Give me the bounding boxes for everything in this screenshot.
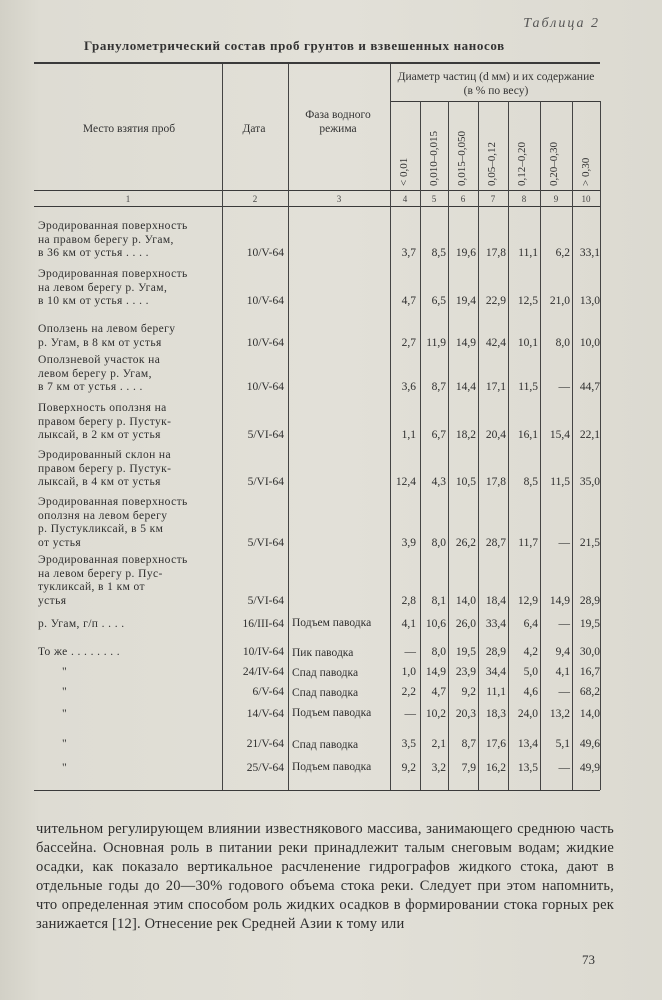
value-cell: 11,1 <box>486 686 506 698</box>
value-cell: 44,7 <box>579 381 600 393</box>
value-cell: 5,1 <box>555 738 570 750</box>
place-cell: р. Угам, в 8 км от устья <box>38 336 162 349</box>
phase-cell: Пик паводка <box>292 647 354 659</box>
value-cell: — <box>558 618 570 630</box>
column-divider <box>508 101 509 790</box>
value-cell: 33,1 <box>579 247 600 259</box>
value-cell: 42,4 <box>485 336 506 349</box>
column-divider <box>600 101 601 790</box>
table-bottom-rule <box>34 790 600 791</box>
column-divider <box>478 101 479 790</box>
value-cell: 2,2 <box>401 686 416 698</box>
table-label: Таблица 2 <box>523 16 600 31</box>
value-cell: 2,1 <box>431 738 446 750</box>
date-cell: 5/VI-64 <box>247 536 284 549</box>
header-fraction: 0,015–0,050 <box>456 131 468 186</box>
value-cell: 12,5 <box>517 295 538 307</box>
value-cell: 6,2 <box>555 247 570 259</box>
value-cell: 13,5 <box>517 762 538 774</box>
place-cell: на левом берегу р. Угам, <box>38 281 168 294</box>
column-number: 4 <box>402 194 408 204</box>
value-cell: 10,0 <box>579 336 600 349</box>
place-cell: в 36 км от устья . . . . <box>38 247 149 259</box>
value-cell: 28,9 <box>485 646 506 658</box>
value-cell: 14,9 <box>425 666 446 678</box>
value-cell: 20,4 <box>485 429 506 441</box>
value-cell: 34,4 <box>485 666 506 678</box>
value-cell: 8,7 <box>431 381 446 393</box>
place-cell: в 10 км от устья . . . . <box>38 295 149 307</box>
header-place: Место взятия проб <box>82 123 176 135</box>
header-fraction: < 0,01 <box>398 157 410 186</box>
value-cell: 8,0 <box>555 336 570 349</box>
value-cell: 17,6 <box>485 738 506 750</box>
value-cell: 4,7 <box>431 686 446 698</box>
value-cell: 4,7 <box>401 295 416 307</box>
value-cell: 49,6 <box>579 738 600 750</box>
date-cell: 10/V-64 <box>246 247 284 259</box>
column-number: 8 <box>521 194 527 204</box>
value-cell: 18,4 <box>485 594 506 607</box>
phase-cell: Подъем паводка <box>292 707 372 719</box>
value-cell: 2,7 <box>401 336 416 349</box>
value-cell: 14,0 <box>579 708 600 720</box>
value-cell: 16,2 <box>485 762 506 774</box>
value-cell: 2,8 <box>401 594 416 607</box>
value-cell: — <box>404 646 416 658</box>
place-cell: Оползневой участок на <box>38 354 161 366</box>
value-cell: 26,0 <box>455 618 476 630</box>
phase-cell: Спад паводка <box>292 739 359 751</box>
header-fraction: > 0,30 <box>580 157 592 186</box>
phase-cell: Спад паводка <box>292 667 359 679</box>
value-cell: 8,0 <box>431 536 446 549</box>
place-cell: на правом берегу р. Угам, <box>38 233 174 246</box>
header-fraction: 0,010–0,015 <box>428 131 440 186</box>
value-cell: 20,3 <box>455 708 476 720</box>
column-divider <box>222 64 223 790</box>
value-cell: 19,5 <box>579 618 600 630</box>
value-cell: 28,7 <box>485 536 506 549</box>
value-cell: 8,0 <box>431 646 446 658</box>
value-cell: 11,1 <box>518 247 538 259</box>
value-cell: 19,6 <box>455 247 476 259</box>
value-cell: 10,1 <box>517 336 538 349</box>
column-divider <box>390 64 391 790</box>
place-cell: " <box>62 666 68 678</box>
column-number: 7 <box>490 194 496 204</box>
value-cell: 11,7 <box>518 536 538 549</box>
value-cell: 14,9 <box>549 594 570 607</box>
value-cell: 30,0 <box>579 646 600 658</box>
date-cell: 14/V-64 <box>246 708 284 720</box>
value-cell: 23,9 <box>455 666 476 678</box>
column-number: 9 <box>553 194 559 204</box>
date-cell: 16/III-64 <box>242 618 284 630</box>
place-cell: устья <box>38 594 67 607</box>
value-cell: 6,7 <box>431 429 446 441</box>
place-cell: Эродированная поверхность <box>38 496 188 508</box>
value-cell: 49,9 <box>579 762 600 774</box>
value-cell: 26,2 <box>455 536 476 549</box>
column-divider <box>572 101 573 790</box>
column-number: 6 <box>460 194 466 204</box>
place-cell: Эродированная поверхность <box>38 220 188 232</box>
value-cell: 22,1 <box>579 429 600 441</box>
value-cell: 17,1 <box>485 381 506 393</box>
value-cell: 17,8 <box>485 476 506 488</box>
date-cell: 25/V-64 <box>246 762 284 774</box>
column-number: 2 <box>252 194 258 204</box>
value-cell: 18,2 <box>455 429 476 441</box>
value-cell: 8,5 <box>523 476 538 488</box>
place-cell: Поверхность оползня на <box>38 402 167 414</box>
value-cell: 13,4 <box>517 738 538 750</box>
date-cell: 24/IV-64 <box>242 666 284 678</box>
value-cell: 21,5 <box>579 536 600 549</box>
table-top-rule <box>34 62 600 64</box>
value-cell: 7,9 <box>461 762 476 774</box>
value-cell: — <box>558 536 570 549</box>
date-cell: 10/IV-64 <box>242 646 284 658</box>
value-cell: 9,4 <box>555 646 570 658</box>
value-cell: 9,2 <box>401 762 416 774</box>
value-cell: 12,4 <box>395 476 416 488</box>
value-cell: 4,3 <box>431 476 446 488</box>
value-cell: 6,5 <box>431 295 446 307</box>
value-cell: 14,4 <box>455 381 476 393</box>
place-cell: левом берегу р. Угам, <box>38 367 152 380</box>
date-cell: 5/VI-64 <box>247 429 284 441</box>
value-cell: 9,2 <box>461 686 476 698</box>
value-cell: 28,9 <box>579 594 600 607</box>
value-cell: 3,7 <box>401 247 416 259</box>
value-cell: 18,3 <box>485 708 506 720</box>
diameter-subheader-rule <box>390 101 600 102</box>
place-cell: Эродированная поверхность <box>38 554 188 566</box>
header-phase: Фаза водного режима <box>305 109 371 135</box>
value-cell: 10,2 <box>425 708 446 720</box>
place-cell: " <box>62 738 68 750</box>
value-cell: 4,1 <box>401 618 416 630</box>
page-number: 73 <box>582 952 595 967</box>
header-diameter: Диаметр частиц (d мм) и их содержание (в % по весу) <box>397 71 595 97</box>
place-cell: " <box>62 686 68 698</box>
place-cell: р. Пустукликсай, в 5 км <box>38 523 164 535</box>
place-cell: в 7 км от устья . . . . <box>38 381 143 393</box>
date-cell: 5/VI-64 <box>247 476 284 488</box>
value-cell: 13,2 <box>549 708 570 720</box>
column-divider <box>288 64 289 790</box>
value-cell: 10,6 <box>425 618 446 630</box>
value-cell: — <box>404 708 416 720</box>
value-cell: 17,8 <box>485 247 506 259</box>
place-cell: То же . . . . . . . . <box>38 646 121 658</box>
value-cell: 11,5 <box>550 476 570 488</box>
place-cell: оползня на левом берегу <box>38 509 168 522</box>
header-rule <box>34 190 600 191</box>
header-date: Дата <box>242 123 266 135</box>
value-cell: 4,6 <box>523 686 538 698</box>
column-number: 5 <box>431 194 437 204</box>
phase-cell: Подъем паводка <box>292 617 372 629</box>
place-cell: Эродированная поверхность <box>38 268 188 280</box>
value-cell: 16,1 <box>517 429 538 441</box>
place-cell: на левом берегу р. Пус- <box>38 567 163 580</box>
value-cell: 3,9 <box>401 536 416 549</box>
place-cell: лыксай, в 2 км от устья <box>38 429 161 441</box>
column-number: 3 <box>336 194 342 204</box>
value-cell: 5,0 <box>523 666 538 678</box>
value-cell: 13,0 <box>579 295 600 307</box>
value-cell: 21,0 <box>549 295 570 307</box>
value-cell: 14,9 <box>455 336 476 349</box>
column-numbers-rule <box>34 206 600 207</box>
value-cell: 10,5 <box>455 476 476 488</box>
value-cell: 1,1 <box>401 429 416 441</box>
value-cell: 3,2 <box>431 762 446 774</box>
body-text: чительном регулирующем влиянии известнякового массива, занимающего среднюю часть бассейна. Основная роль в питании реки принадлежит талым снеговым водам; жидкие осадки, как показало вертикальное расчленение гидрографов жидкого стока, дают в отдельные годы до 20—30% годового объема стока реки. Следует при этом напомнить, что определенная этим способом роль жидких осадков в формировании стока горных рек занижается [12]. Отнесение рек Средней Азии к тому или <box>36 821 614 932</box>
value-cell: 11,5 <box>518 381 538 393</box>
value-cell: 3,6 <box>401 381 416 393</box>
date-cell: 21/V-64 <box>246 738 284 750</box>
value-cell: 4,1 <box>555 666 570 678</box>
date-cell: 6/V-64 <box>252 686 284 698</box>
value-cell: 8,5 <box>431 247 446 259</box>
value-cell: 1,0 <box>401 666 416 678</box>
value-cell: — <box>558 686 570 698</box>
place-cell: " <box>62 762 68 774</box>
value-cell: 11,9 <box>426 336 446 349</box>
place-cell: лыксай, в 4 км от устья <box>38 476 161 488</box>
value-cell: 6,4 <box>523 618 538 630</box>
column-number: 10 <box>581 194 591 204</box>
column-divider <box>420 101 421 790</box>
value-cell: 3,5 <box>401 738 416 750</box>
place-cell: " <box>62 708 68 720</box>
value-cell: 14,0 <box>455 594 476 607</box>
table-title: Гранулометрический состав проб грунтов и взвешенных наносов <box>84 38 505 53</box>
value-cell: 33,4 <box>485 618 506 630</box>
value-cell: 35,0 <box>579 476 600 488</box>
date-cell: 10/V-64 <box>246 336 284 349</box>
header-fraction: 0,05–0,12 <box>486 142 498 186</box>
place-cell: правом берегу р. Пустук- <box>38 462 172 475</box>
value-cell: 24,0 <box>517 708 538 720</box>
column-divider <box>448 101 449 790</box>
phase-cell: Спад паводка <box>292 687 359 699</box>
place-cell: Эродированный склон на <box>38 449 171 461</box>
value-cell: 19,5 <box>455 646 476 658</box>
header-fraction: 0,12–0,20 <box>516 142 528 186</box>
place-cell: тукликсай, в 1 км от <box>38 581 145 593</box>
value-cell: 15,4 <box>549 429 570 441</box>
header-fraction: 0,20–0,30 <box>548 142 560 186</box>
value-cell: 8,1 <box>431 594 446 607</box>
value-cell: — <box>558 381 570 393</box>
date-cell: 5/VI-64 <box>247 594 284 607</box>
column-divider <box>540 101 541 790</box>
value-cell: — <box>558 762 570 774</box>
date-cell: 10/V-64 <box>246 295 284 307</box>
place-cell: Оползень на левом берегу <box>38 323 176 335</box>
place-cell: р. Угам, г/п . . . . <box>38 618 125 630</box>
value-cell: 16,7 <box>579 666 600 678</box>
date-cell: 10/V-64 <box>246 381 284 393</box>
place-cell: от устья <box>38 536 82 549</box>
value-cell: 12,9 <box>517 594 538 607</box>
place-cell: правом берегу р. Пустук- <box>38 415 172 428</box>
value-cell: 68,2 <box>579 686 600 698</box>
value-cell: 8,7 <box>461 738 476 750</box>
value-cell: 22,9 <box>485 295 506 307</box>
phase-cell: Подъем паводка <box>292 761 372 773</box>
value-cell: 19,4 <box>455 295 476 307</box>
value-cell: 4,2 <box>523 646 538 658</box>
column-number: 1 <box>125 194 131 204</box>
